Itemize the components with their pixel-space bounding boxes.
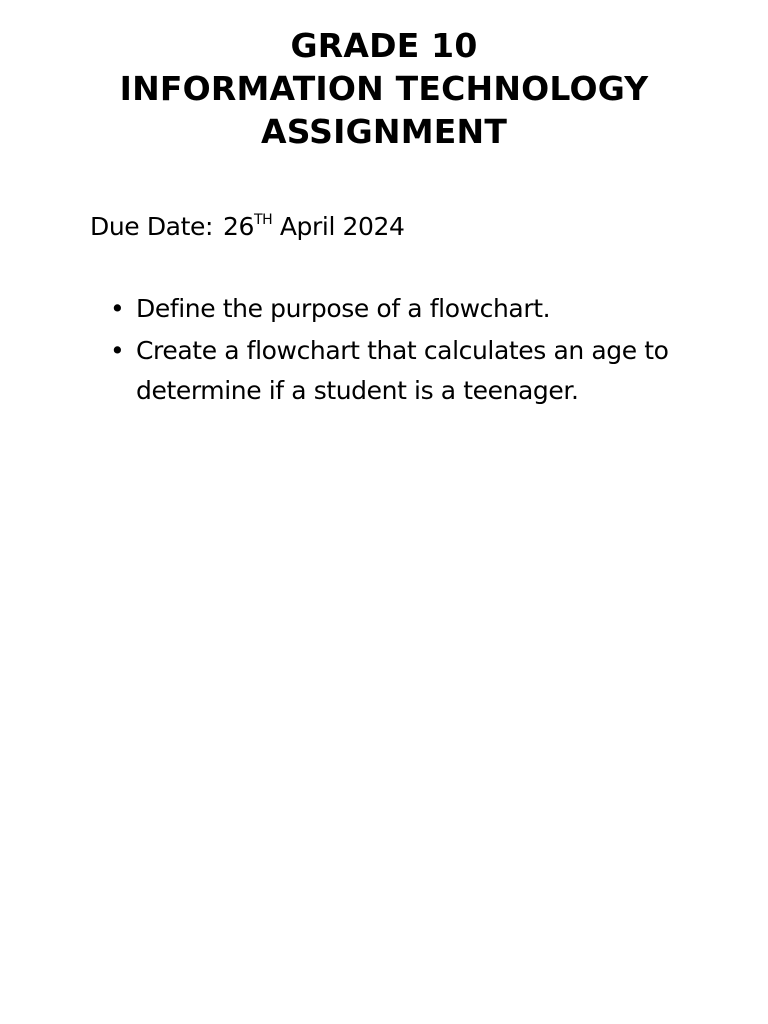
due-date-line — [90, 209, 405, 245]
assignment-title — [0, 24, 768, 153]
task-text: Define the purpose of a flowchart. — [136, 294, 551, 323]
due-date-month-year: April 2024 — [279, 212, 405, 241]
title-type: ASSIGNMENT — [260, 112, 508, 151]
title-subject: INFORMATION TECHNOLOGY — [119, 69, 649, 108]
task-text: Create a flowchart that calculates an age to determine if a student is a teenager. — [136, 336, 669, 405]
bullet-icon: • — [110, 294, 125, 323]
due-date-day: 26 — [223, 212, 255, 241]
title-grade: GRADE 10 — [290, 26, 478, 65]
due-date-label: Due Date: — [90, 212, 213, 241]
task-list — [110, 289, 710, 413]
bullet-icon: • — [110, 336, 125, 365]
due-date-day-suffix: TH — [254, 212, 273, 228]
task-item — [110, 331, 710, 411]
task-item — [110, 289, 710, 329]
